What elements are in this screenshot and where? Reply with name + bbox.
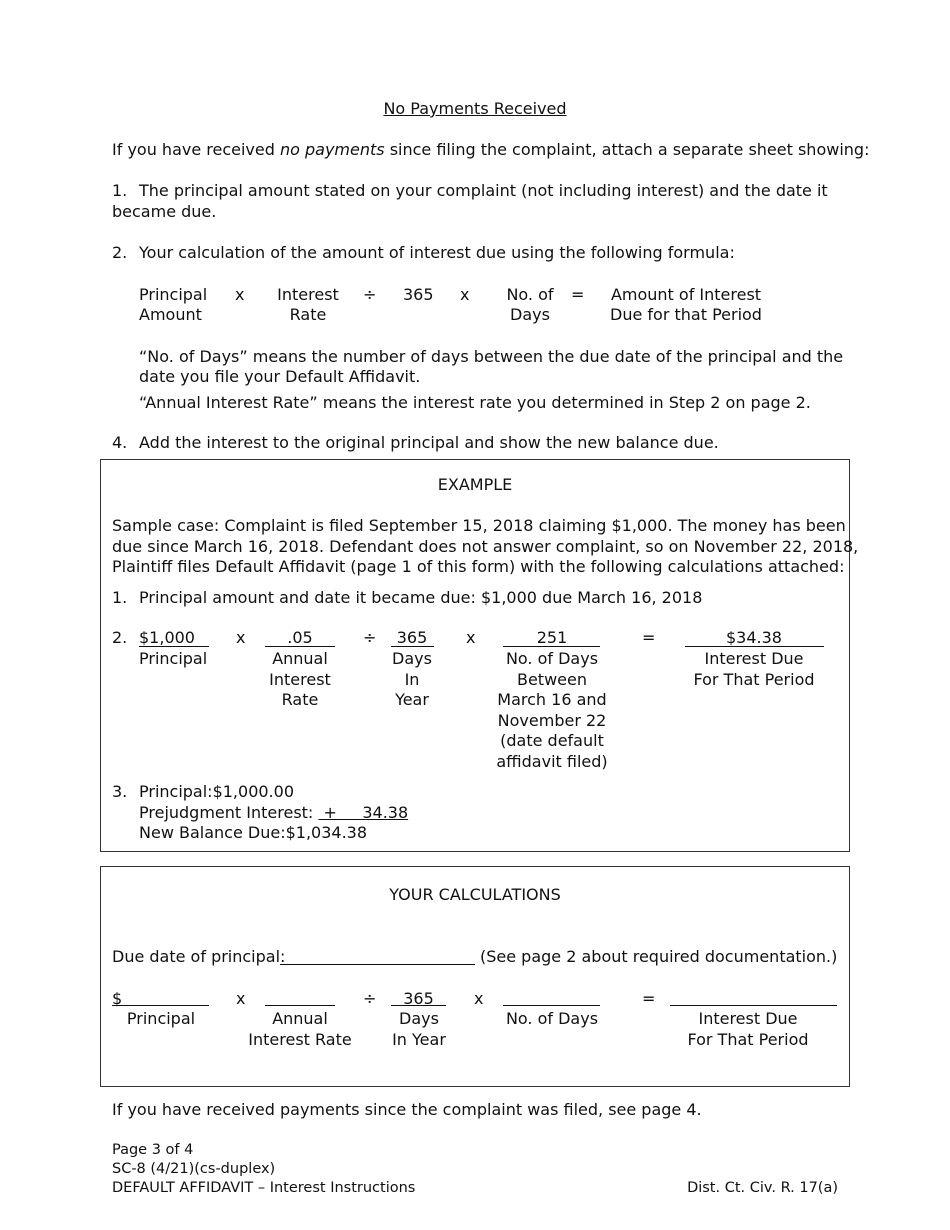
your-year-label [380, 1009, 458, 1050]
step4-text: Add the interest to the original principal and show the new balance due. [139, 433, 719, 452]
formula-365: 365 [403, 285, 434, 304]
example-year-label-l1: Days [392, 649, 432, 668]
formula-rate-l2: Rate [289, 305, 327, 324]
example-equals: = [642, 628, 656, 647]
footer-page-number: Page 3 of 4 [112, 1142, 194, 1158]
footer-rule: Dist. Ct. Civ. R. 17(a) [687, 1180, 838, 1196]
example-principal-line: Principal:$1,000.00 [139, 782, 294, 801]
example-heading: EXAMPLE [437, 475, 513, 494]
your-rate-label [240, 1009, 360, 1050]
your-principal-field[interactable] [112, 1005, 209, 1006]
example-prejudgment-line [139, 803, 408, 823]
your-year-label-l1: Days [399, 1009, 439, 1028]
example-year-value: 365 [396, 628, 428, 647]
formula-rate-l1: Interest [277, 285, 339, 304]
example-item1-text: Principal amount and date it became due: $1,000 due March 16, 2018 [139, 588, 703, 607]
your-rate-label-l1: Annual [272, 1009, 328, 1028]
example-principal-label: Principal [139, 649, 208, 668]
example-days-value: 251 [536, 628, 568, 647]
example-divide: ÷ [363, 628, 377, 647]
example-rate-label-l2: Interest [269, 669, 331, 689]
example-days-label-l3: March 16 and [497, 690, 607, 709]
example-times-1: x [236, 628, 246, 647]
step1-line2: became due. [112, 202, 217, 221]
example-result-label-l2: For That Period [693, 669, 815, 689]
due-date-note: (See page 2 about required documentation.) [480, 947, 838, 966]
example-item3-number: 3. [112, 782, 128, 801]
your-year-label-l2: In Year [392, 1029, 446, 1049]
step1-number: 1. [112, 181, 128, 200]
example-case-l2: due since March 16, 2018. Defendant does not answer complaint, so on November 22, 2018, [112, 537, 859, 556]
example-days-label-l5: (date default [500, 731, 604, 750]
example-year-label-l3: Year [395, 690, 429, 709]
your-calculations-heading: YOUR CALCULATIONS [389, 885, 561, 904]
due-date-field[interactable] [280, 964, 475, 965]
intro-emphasis: no payments [279, 140, 385, 159]
example-case-l3: Plaintiff files Default Affidavit (page 1 of this form) with the following calculations attached: [112, 557, 845, 576]
example-year-label-l2: In [404, 669, 420, 689]
formula-result-l1: Amount of Interest [610, 285, 762, 304]
formula-times-1: x [235, 285, 245, 304]
intro-text: If you have received no payments since filing the complaint, attach a separate sheet showing: [112, 140, 870, 159]
your-principal-dollar: $ [112, 989, 123, 1008]
def-days-l2: date you file your Default Affidavit. [139, 367, 421, 386]
your-equals: = [642, 989, 656, 1008]
footer-form-id: SC-8 (4/21)(cs-duplex) [112, 1161, 276, 1177]
your-times-1: x [236, 989, 246, 1008]
example-rate-label-l3: Rate [281, 690, 319, 709]
your-result-label-l2: For That Period [687, 1029, 809, 1049]
def-rate: “Annual Interest Rate” means the interest rate you determined in Step 2 on page 2. [139, 393, 811, 412]
formula-times-2: x [460, 285, 470, 304]
page-title: No Payments Received [383, 99, 567, 118]
example-principal-value: $1,000 [139, 628, 195, 647]
formula-days-l2: Days [510, 305, 550, 324]
example-prejudgment-label: Prejudgment Interest: [139, 803, 319, 822]
example-result-label-l1: Interest Due [704, 649, 804, 668]
your-days-label: No. of Days [505, 1009, 599, 1028]
example-prejudgment-value: + 34.38 [318, 803, 409, 822]
formula-days-l1: No. of [506, 285, 554, 304]
formula-divide: ÷ [363, 285, 377, 304]
step2-text: Your calculation of the amount of interest due using the following formula: [139, 243, 735, 262]
footer-form-title: DEFAULT AFFIDAVIT – Interest Instructions [112, 1180, 416, 1196]
def-days-l1: “No. of Days” means the number of days between the due date of the principal and the [139, 347, 844, 366]
example-result-value: $34.38 [726, 628, 782, 647]
your-year-value: 365 [403, 989, 434, 1008]
example-days-label-l6: affidavit filed) [496, 751, 608, 771]
formula-principal-l2: Amount [139, 305, 202, 324]
example-times-2: x [466, 628, 476, 647]
your-result-label-l1: Interest Due [698, 1009, 798, 1028]
example-result-label [674, 649, 834, 690]
your-principal-label: Principal [126, 1009, 196, 1028]
formula-principal-l1: Principal [139, 285, 208, 304]
your-times-2: x [474, 989, 484, 1008]
example-item1-number: 1. [112, 588, 128, 607]
example-days-label-l1: No. of Days [505, 649, 599, 668]
example-days-label [482, 649, 622, 772]
example-balance-line: New Balance Due:$1,034.38 [139, 823, 368, 842]
step2-number: 2. [112, 243, 128, 262]
due-date-label: Due date of principal: [112, 947, 286, 966]
your-result-field[interactable] [670, 1005, 837, 1006]
formula-result-l2: Due for that Period [610, 305, 762, 324]
your-divide: ÷ [363, 989, 377, 1008]
your-rate-label-l2: Interest Rate [248, 1029, 352, 1049]
example-days-label-l4: November 22 [497, 710, 607, 730]
example-case-l1: Sample case: Complaint is filed September 15, 2018 claiming $1,000. The money has been [112, 516, 846, 535]
step4-number: 4. [112, 433, 128, 452]
example-days-label-l2: Between [516, 669, 587, 689]
your-result-label [668, 1009, 828, 1050]
example-year-label [380, 649, 444, 711]
your-days-field[interactable] [503, 1005, 600, 1006]
your-rate-field[interactable] [265, 1005, 335, 1006]
example-rate-label [260, 649, 340, 711]
formula-equals: = [571, 285, 585, 304]
example-rate-label-l1: Annual [272, 649, 328, 668]
step1-line1: The principal amount stated on your complaint (not including interest) and the date it [139, 181, 828, 200]
example-item2-number: 2. [112, 628, 128, 647]
example-rate-value: .05 [287, 628, 313, 647]
payments-note: If you have received payments since the complaint was filed, see page 4. [112, 1100, 702, 1119]
